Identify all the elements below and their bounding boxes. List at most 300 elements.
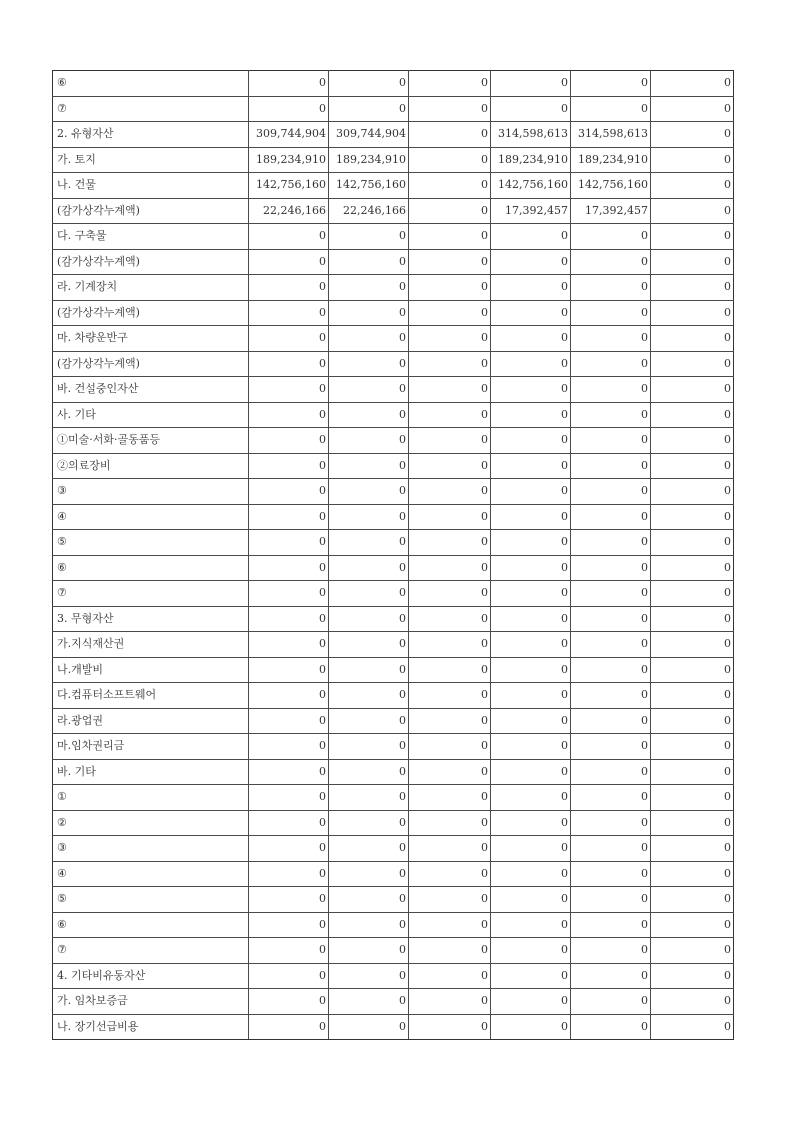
amount-cell: 0	[409, 708, 491, 734]
amount-cell: 0	[651, 810, 734, 836]
amount-cell: 0	[249, 836, 329, 862]
amount-cell: 22,246,166	[329, 198, 409, 224]
amount-cell: 0	[409, 657, 491, 683]
amount-cell: 0	[491, 351, 571, 377]
amount-cell: 0	[409, 96, 491, 122]
amount-cell: 0	[249, 351, 329, 377]
amount-cell: 0	[249, 657, 329, 683]
table-body	[53, 71, 734, 1040]
amount-cell: 0	[491, 300, 571, 326]
amount-cell: 0	[409, 606, 491, 632]
table-row	[53, 122, 734, 148]
amount-cell: 0	[409, 300, 491, 326]
amount-cell: 0	[651, 632, 734, 658]
table-row	[53, 632, 734, 658]
amount-cell: 0	[491, 581, 571, 607]
amount-cell: 0	[651, 198, 734, 224]
amount-cell: 0	[329, 581, 409, 607]
amount-cell: 0	[491, 504, 571, 530]
amount-cell: 0	[249, 734, 329, 760]
amount-cell: 0	[571, 479, 651, 505]
table-row	[53, 173, 734, 199]
table-row	[53, 555, 734, 581]
amount-cell: 0	[409, 71, 491, 97]
table-row	[53, 479, 734, 505]
amount-cell: 0	[491, 428, 571, 454]
amount-cell: 0	[651, 989, 734, 1015]
amount-cell: 0	[249, 402, 329, 428]
amount-cell: 0	[329, 734, 409, 760]
amount-cell: 0	[249, 759, 329, 785]
amount-cell: 0	[491, 275, 571, 301]
amount-cell: 0	[651, 734, 734, 760]
amount-cell: 0	[571, 351, 651, 377]
amount-cell: 0	[651, 453, 734, 479]
amount-cell: 0	[651, 326, 734, 352]
table-row	[53, 759, 734, 785]
amount-cell: 0	[409, 581, 491, 607]
amount-cell: 17,392,457	[491, 198, 571, 224]
row-label: ⑥	[53, 71, 249, 97]
row-label: 바. 기타	[53, 759, 249, 785]
amount-cell: 0	[329, 224, 409, 250]
amount-cell: 0	[651, 861, 734, 887]
table-row	[53, 683, 734, 709]
amount-cell: 0	[249, 581, 329, 607]
amount-cell: 0	[329, 759, 409, 785]
amount-cell: 0	[329, 989, 409, 1015]
amount-cell: 0	[571, 555, 651, 581]
row-label: 가. 임차보증금	[53, 989, 249, 1015]
table-row	[53, 351, 734, 377]
amount-cell: 0	[651, 606, 734, 632]
amount-cell: 0	[409, 351, 491, 377]
table-row	[53, 96, 734, 122]
amount-cell: 0	[491, 810, 571, 836]
amount-cell: 0	[651, 785, 734, 811]
table-row	[53, 198, 734, 224]
amount-cell: 0	[651, 1014, 734, 1040]
amount-cell: 0	[329, 453, 409, 479]
amount-cell: 0	[249, 989, 329, 1015]
row-label: 바. 건설중인자산	[53, 377, 249, 403]
table-row	[53, 224, 734, 250]
table-row	[53, 785, 734, 811]
amount-cell: 0	[571, 300, 651, 326]
row-label: ④	[53, 861, 249, 887]
amount-cell: 0	[571, 734, 651, 760]
row-label: 라. 기계장치	[53, 275, 249, 301]
amount-cell: 142,756,160	[571, 173, 651, 199]
amount-cell: 0	[651, 938, 734, 964]
amount-cell: 0	[491, 402, 571, 428]
amount-cell: 0	[571, 504, 651, 530]
amount-cell: 0	[491, 632, 571, 658]
table-row	[53, 504, 734, 530]
amount-cell: 0	[651, 887, 734, 913]
table-row	[53, 326, 734, 352]
amount-cell: 0	[329, 377, 409, 403]
table-row	[53, 530, 734, 556]
amount-cell: 0	[409, 224, 491, 250]
amount-cell: 0	[571, 683, 651, 709]
amount-cell: 0	[651, 275, 734, 301]
row-label: ⑤	[53, 887, 249, 913]
amount-cell: 0	[491, 938, 571, 964]
amount-cell: 0	[491, 530, 571, 556]
table-row	[53, 71, 734, 97]
table-row	[53, 938, 734, 964]
amount-cell: 0	[491, 606, 571, 632]
amount-cell: 0	[651, 912, 734, 938]
amount-cell: 0	[651, 555, 734, 581]
amount-cell: 0	[571, 963, 651, 989]
amount-cell: 0	[651, 300, 734, 326]
amount-cell: 0	[651, 504, 734, 530]
amount-cell: 0	[571, 275, 651, 301]
amount-cell: 0	[651, 173, 734, 199]
amount-cell: 0	[329, 504, 409, 530]
amount-cell: 0	[651, 351, 734, 377]
amount-cell: 0	[409, 377, 491, 403]
row-label: 마. 차량운반구	[53, 326, 249, 352]
amount-cell: 17,392,457	[571, 198, 651, 224]
amount-cell: 0	[491, 912, 571, 938]
amount-cell: 0	[491, 1014, 571, 1040]
amount-cell: 0	[249, 785, 329, 811]
row-label: (감가상각누계액)	[53, 300, 249, 326]
amount-cell: 0	[651, 657, 734, 683]
amount-cell: 0	[571, 912, 651, 938]
row-label: ⑦	[53, 938, 249, 964]
amount-cell: 0	[651, 479, 734, 505]
amount-cell: 0	[409, 861, 491, 887]
amount-cell: 0	[571, 861, 651, 887]
amount-cell: 0	[329, 810, 409, 836]
table-row	[53, 1014, 734, 1040]
amount-cell: 0	[651, 963, 734, 989]
table-row	[53, 377, 734, 403]
amount-cell: 0	[409, 275, 491, 301]
amount-cell: 0	[571, 428, 651, 454]
amount-cell: 0	[329, 428, 409, 454]
table-row	[53, 300, 734, 326]
amount-cell: 0	[249, 861, 329, 887]
amount-cell: 0	[249, 912, 329, 938]
amount-cell: 0	[329, 275, 409, 301]
amount-cell: 0	[249, 479, 329, 505]
amount-cell: 0	[409, 963, 491, 989]
amount-cell: 0	[571, 71, 651, 97]
amount-cell: 0	[651, 581, 734, 607]
amount-cell: 0	[571, 1014, 651, 1040]
amount-cell: 0	[571, 989, 651, 1015]
amount-cell: 0	[409, 759, 491, 785]
amount-cell: 0	[249, 810, 329, 836]
amount-cell: 0	[491, 224, 571, 250]
amount-cell: 0	[249, 300, 329, 326]
row-label: ⑤	[53, 530, 249, 556]
amount-cell: 0	[409, 734, 491, 760]
amount-cell: 0	[329, 1014, 409, 1040]
amount-cell: 0	[571, 785, 651, 811]
amount-cell: 0	[409, 989, 491, 1015]
amount-cell: 0	[249, 887, 329, 913]
amount-cell: 0	[571, 887, 651, 913]
amount-cell: 0	[651, 708, 734, 734]
amount-cell: 0	[329, 657, 409, 683]
amount-cell: 0	[249, 453, 329, 479]
amount-cell: 22,246,166	[249, 198, 329, 224]
amount-cell: 0	[329, 351, 409, 377]
amount-cell: 0	[651, 249, 734, 275]
amount-cell: 0	[329, 300, 409, 326]
table-row	[53, 581, 734, 607]
amount-cell: 0	[491, 861, 571, 887]
amount-cell: 0	[249, 224, 329, 250]
amount-cell: 0	[491, 963, 571, 989]
row-label: ①미술·서화·골동품등	[53, 428, 249, 454]
amount-cell: 0	[249, 326, 329, 352]
row-label: 다. 구축물	[53, 224, 249, 250]
amount-cell: 0	[491, 249, 571, 275]
amount-cell: 0	[409, 249, 491, 275]
amount-cell: 0	[329, 402, 409, 428]
row-label: ②	[53, 810, 249, 836]
amount-cell: 0	[409, 632, 491, 658]
amount-cell: 0	[571, 249, 651, 275]
table-row	[53, 606, 734, 632]
amount-cell: 0	[409, 810, 491, 836]
amount-cell: 0	[491, 555, 571, 581]
amount-cell: 0	[651, 428, 734, 454]
amount-cell: 0	[329, 96, 409, 122]
amount-cell: 0	[249, 555, 329, 581]
amount-cell: 0	[491, 96, 571, 122]
amount-cell: 0	[329, 632, 409, 658]
amount-cell: 0	[249, 606, 329, 632]
amount-cell: 0	[329, 785, 409, 811]
balance-sheet-table	[52, 70, 734, 1040]
row-label: 3. 무형자산	[53, 606, 249, 632]
amount-cell: 0	[409, 836, 491, 862]
amount-cell: 0	[329, 555, 409, 581]
amount-cell: 0	[409, 912, 491, 938]
amount-cell: 0	[571, 632, 651, 658]
amount-cell: 0	[571, 708, 651, 734]
amount-cell: 0	[329, 861, 409, 887]
amount-cell: 309,744,904	[329, 122, 409, 148]
row-label: ③	[53, 836, 249, 862]
row-label: ④	[53, 504, 249, 530]
table-row	[53, 657, 734, 683]
amount-cell: 0	[491, 453, 571, 479]
amount-cell: 0	[409, 938, 491, 964]
amount-cell: 0	[491, 479, 571, 505]
table-row	[53, 963, 734, 989]
amount-cell: 0	[571, 810, 651, 836]
table-row	[53, 912, 734, 938]
amount-cell: 0	[409, 555, 491, 581]
amount-cell: 0	[491, 708, 571, 734]
amount-cell: 0	[329, 479, 409, 505]
amount-cell: 0	[571, 530, 651, 556]
table-row	[53, 275, 734, 301]
row-label: (감가상각누계액)	[53, 198, 249, 224]
amount-cell: 0	[409, 147, 491, 173]
amount-cell: 0	[329, 887, 409, 913]
amount-cell: 0	[571, 759, 651, 785]
row-label: 가.지식재산권	[53, 632, 249, 658]
row-label: ⑦	[53, 96, 249, 122]
amount-cell: 0	[329, 938, 409, 964]
amount-cell: 0	[409, 479, 491, 505]
amount-cell: 0	[329, 836, 409, 862]
amount-cell: 0	[491, 71, 571, 97]
amount-cell: 0	[329, 249, 409, 275]
amount-cell: 0	[651, 122, 734, 148]
row-label: 마.임차권리금	[53, 734, 249, 760]
row-label: 사. 기타	[53, 402, 249, 428]
amount-cell: 0	[491, 683, 571, 709]
amount-cell: 314,598,613	[491, 122, 571, 148]
row-label: ①	[53, 785, 249, 811]
amount-cell: 0	[409, 173, 491, 199]
amount-cell: 0	[651, 402, 734, 428]
amount-cell: 0	[249, 96, 329, 122]
amount-cell: 0	[651, 147, 734, 173]
amount-cell: 0	[329, 326, 409, 352]
amount-cell: 0	[249, 275, 329, 301]
amount-cell: 0	[571, 377, 651, 403]
amount-cell: 0	[409, 683, 491, 709]
table-row	[53, 249, 734, 275]
amount-cell: 189,234,910	[571, 147, 651, 173]
amount-cell: 0	[249, 938, 329, 964]
table-row	[53, 402, 734, 428]
row-label: (감가상각누계액)	[53, 351, 249, 377]
amount-cell: 0	[571, 326, 651, 352]
row-label: (감가상각누계액)	[53, 249, 249, 275]
table-row	[53, 861, 734, 887]
amount-cell: 0	[249, 683, 329, 709]
amount-cell: 0	[249, 504, 329, 530]
table-row	[53, 147, 734, 173]
amount-cell: 0	[409, 530, 491, 556]
table-row	[53, 734, 734, 760]
amount-cell: 0	[409, 428, 491, 454]
amount-cell: 0	[409, 504, 491, 530]
amount-cell: 0	[249, 708, 329, 734]
row-label: ⑦	[53, 581, 249, 607]
amount-cell: 0	[651, 683, 734, 709]
amount-cell: 0	[571, 96, 651, 122]
amount-cell: 0	[409, 1014, 491, 1040]
amount-cell: 0	[329, 530, 409, 556]
amount-cell: 314,598,613	[571, 122, 651, 148]
amount-cell: 0	[249, 632, 329, 658]
row-label: ⑥	[53, 555, 249, 581]
amount-cell: 0	[571, 453, 651, 479]
amount-cell: 0	[409, 326, 491, 352]
amount-cell: 0	[491, 377, 571, 403]
amount-cell: 0	[249, 377, 329, 403]
row-label: 가. 토지	[53, 147, 249, 173]
amount-cell: 142,756,160	[329, 173, 409, 199]
table-row	[53, 428, 734, 454]
amount-cell: 0	[491, 326, 571, 352]
amount-cell: 0	[409, 887, 491, 913]
amount-cell: 0	[571, 938, 651, 964]
amount-cell: 0	[571, 402, 651, 428]
amount-cell: 142,756,160	[491, 173, 571, 199]
amount-cell: 0	[249, 530, 329, 556]
amount-cell: 0	[329, 71, 409, 97]
amount-cell: 189,234,910	[491, 147, 571, 173]
amount-cell: 0	[409, 785, 491, 811]
row-label: 다.컴퓨터소프트웨어	[53, 683, 249, 709]
amount-cell: 0	[491, 836, 571, 862]
amount-cell: 0	[409, 402, 491, 428]
row-label: ②의료장비	[53, 453, 249, 479]
amount-cell: 0	[651, 71, 734, 97]
amount-cell: 0	[651, 377, 734, 403]
amount-cell: 0	[571, 224, 651, 250]
amount-cell: 0	[651, 224, 734, 250]
amount-cell: 0	[571, 657, 651, 683]
amount-cell: 0	[329, 683, 409, 709]
amount-cell: 189,234,910	[249, 147, 329, 173]
table-row	[53, 989, 734, 1015]
row-label: 나. 건물	[53, 173, 249, 199]
amount-cell: 0	[491, 785, 571, 811]
amount-cell: 0	[249, 963, 329, 989]
amount-cell: 0	[651, 96, 734, 122]
row-label: 나. 장기선급비용	[53, 1014, 249, 1040]
amount-cell: 0	[409, 453, 491, 479]
amount-cell: 0	[651, 759, 734, 785]
amount-cell: 189,234,910	[329, 147, 409, 173]
amount-cell: 0	[249, 249, 329, 275]
amount-cell: 0	[329, 708, 409, 734]
amount-cell: 0	[651, 530, 734, 556]
row-label: ③	[53, 479, 249, 505]
amount-cell: 309,744,904	[249, 122, 329, 148]
amount-cell: 0	[409, 122, 491, 148]
row-label: 나.개발비	[53, 657, 249, 683]
table-row	[53, 708, 734, 734]
amount-cell: 0	[491, 657, 571, 683]
amount-cell: 0	[491, 759, 571, 785]
amount-cell: 0	[571, 606, 651, 632]
table-row	[53, 810, 734, 836]
amount-cell: 0	[409, 198, 491, 224]
table-row	[53, 836, 734, 862]
table-row	[53, 887, 734, 913]
amount-cell: 0	[491, 989, 571, 1015]
amount-cell: 0	[491, 887, 571, 913]
amount-cell: 0	[571, 836, 651, 862]
row-label: 4. 기타비유동자산	[53, 963, 249, 989]
amount-cell: 0	[329, 963, 409, 989]
amount-cell: 142,756,160	[249, 173, 329, 199]
row-label: 2. 유형자산	[53, 122, 249, 148]
amount-cell: 0	[249, 1014, 329, 1040]
amount-cell: 0	[329, 606, 409, 632]
amount-cell: 0	[329, 912, 409, 938]
amount-cell: 0	[249, 428, 329, 454]
amount-cell: 0	[491, 734, 571, 760]
